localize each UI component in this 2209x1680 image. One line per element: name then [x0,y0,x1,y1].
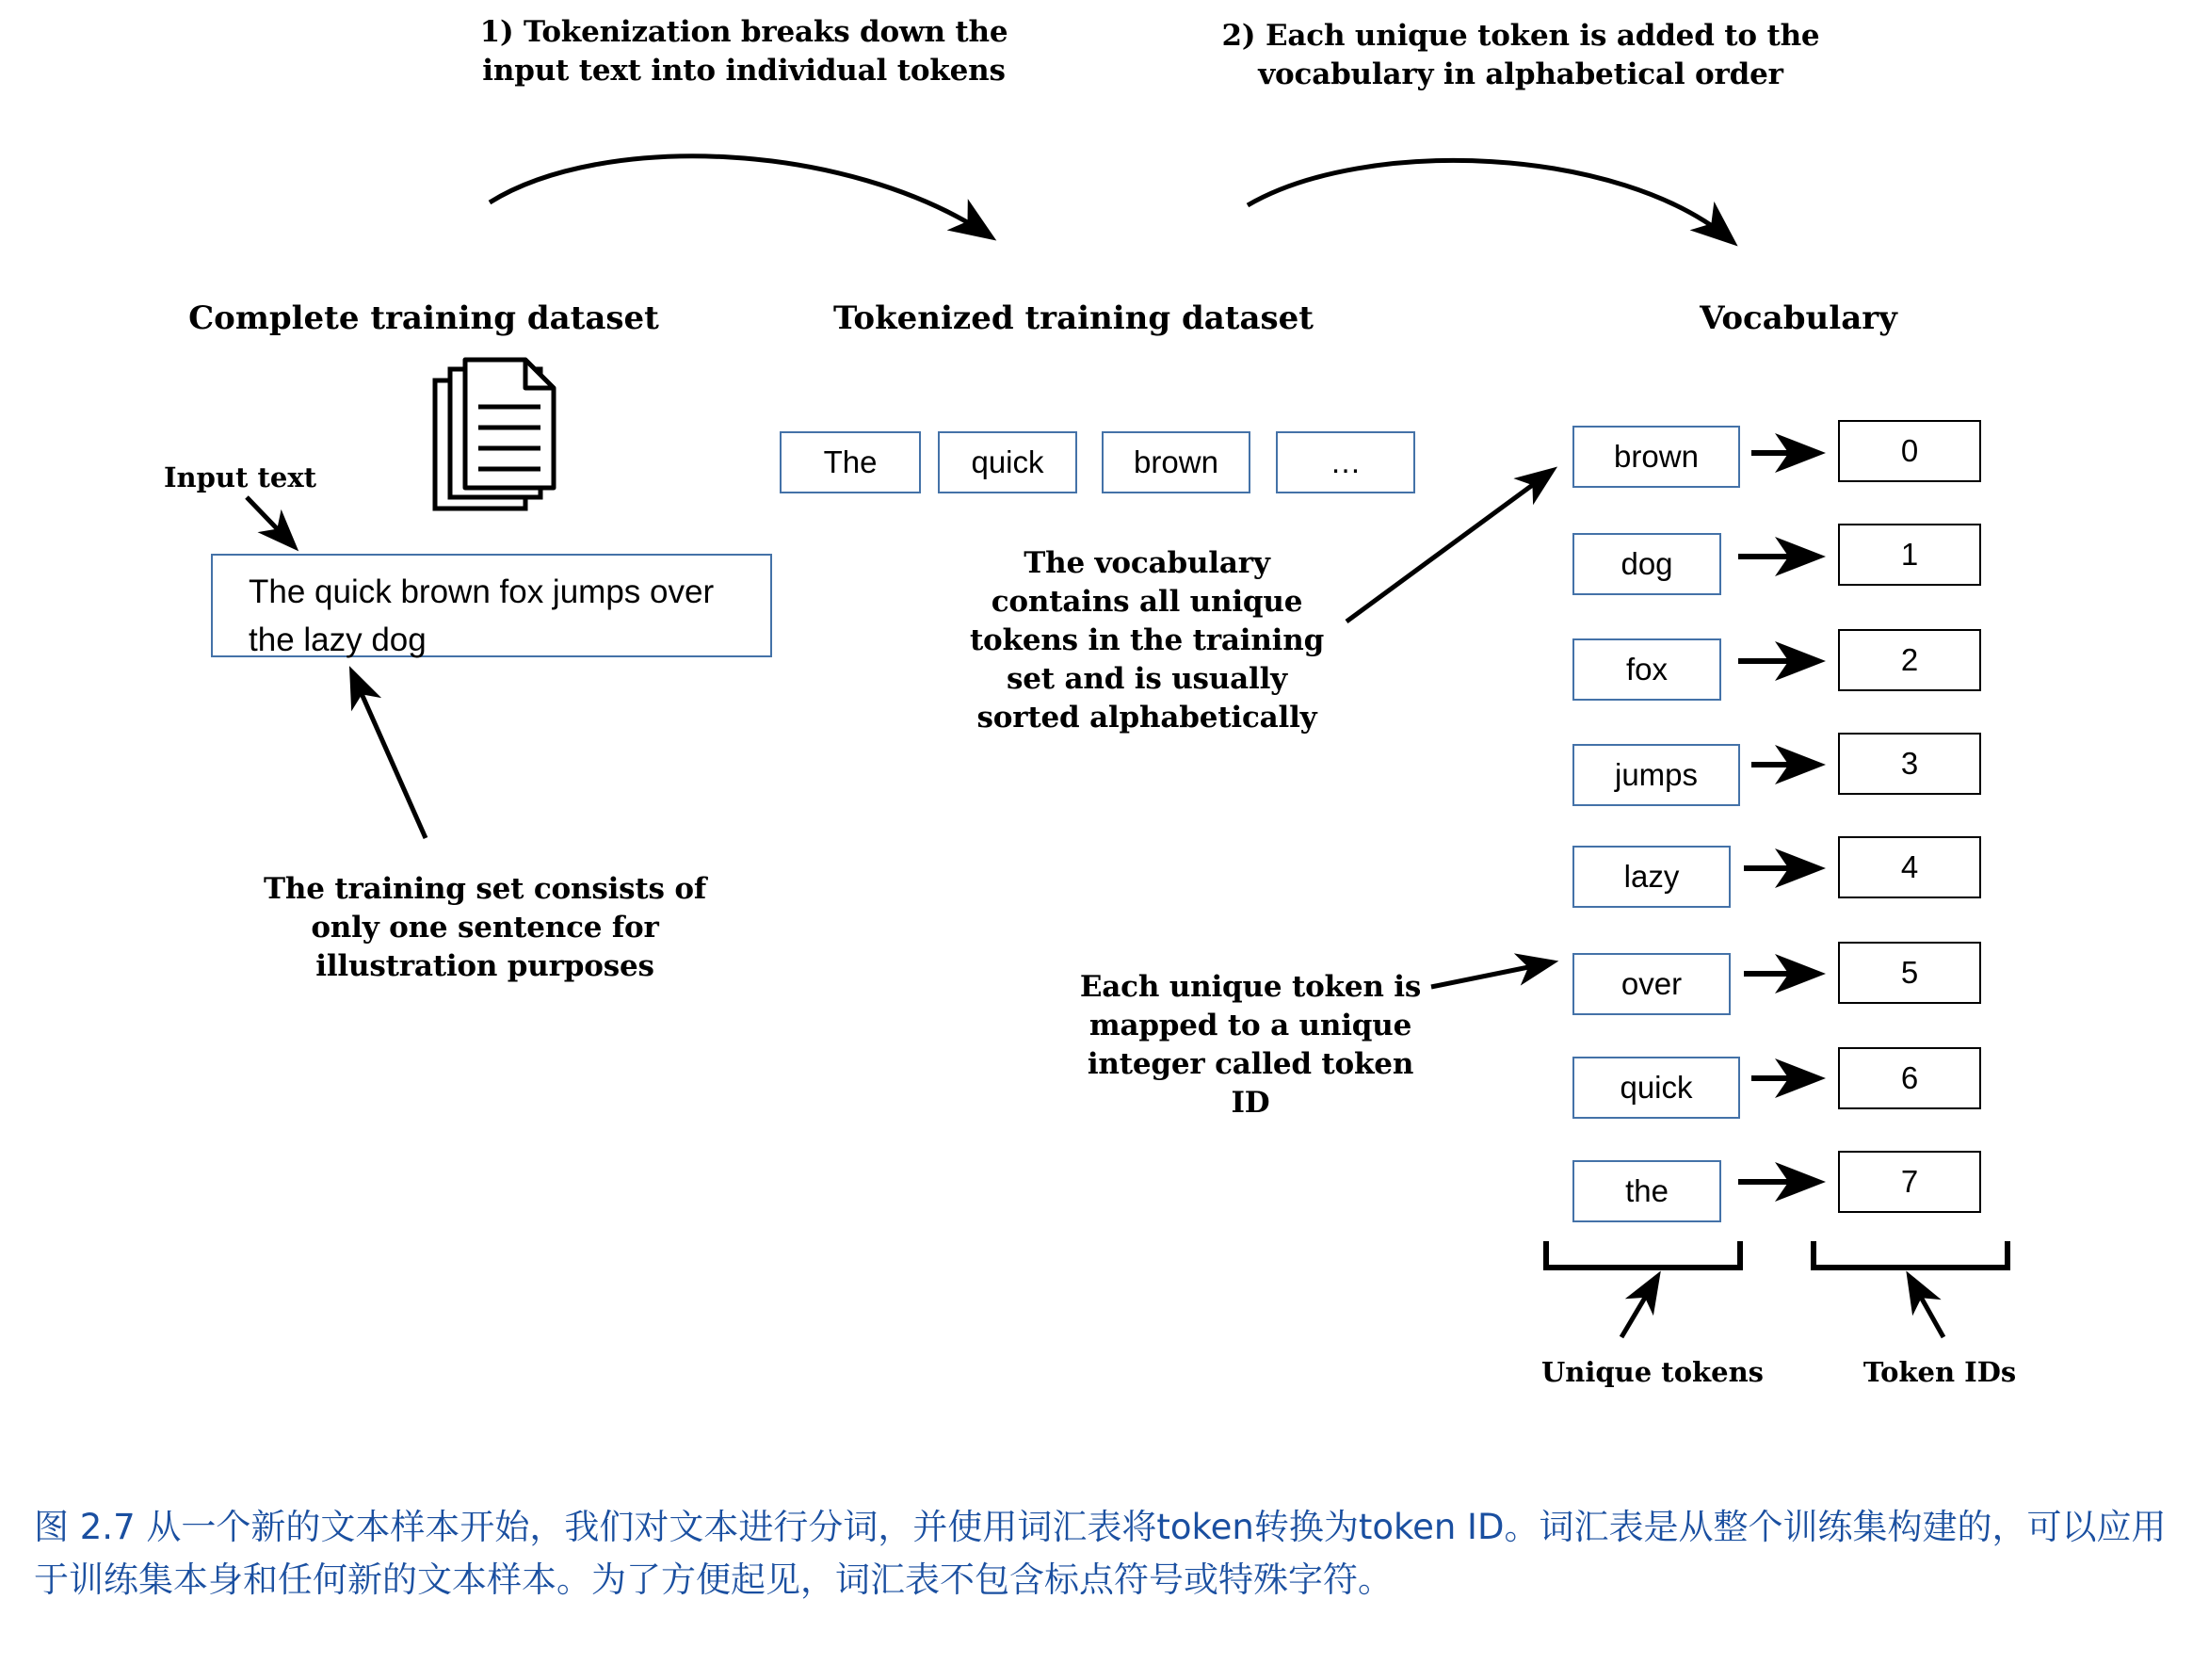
vocab-token-7: the [1572,1160,1721,1222]
token-ids-arrow [1910,1277,1943,1337]
vocab-token-2: fox [1572,638,1721,701]
training-set-note-arrow [352,672,426,838]
bracket-label-token-ids: Token IDs [1862,1356,2017,1388]
step-1-annotation: 1) Tokenization breaks down the input text into individual tokens [479,15,1008,88]
heading-complete-training-dataset: Complete training dataset [188,299,659,337]
token-id-7: 7 [1838,1151,1981,1213]
unique-tokens-arrow [1621,1277,1657,1337]
vocab-token-0: brown [1572,426,1740,488]
bracket-label-unique-tokens: Unique tokens [1541,1356,1764,1388]
token-id-note-arrow [1431,962,1552,987]
token-id-0: 0 [1838,420,1981,482]
token-ids-bracket [1814,1241,2007,1268]
input-text-label: Input text [163,461,317,493]
token-id-2: 2 [1838,629,1981,691]
token-box-2: brown [1102,431,1250,493]
token-id-5: 5 [1838,942,1981,1004]
token-id-note: Each unique token is mapped to a unique integer called token ID [1079,970,1422,1120]
vocab-token-1: dog [1572,533,1721,595]
token-id-1: 1 [1838,524,1981,586]
heading-vocabulary: Vocabulary [1700,299,1897,337]
token-id-6: 6 [1838,1047,1981,1109]
vocabulary-note: The vocabulary contains all unique tokens in the training set and is usually sorted alphabetically [969,546,1325,735]
figure-caption: 图 2.7 从一个新的文本样本开始，我们对文本进行分词，并使用词汇表将token转换为token ID。词汇表是从整个训练集构建的，可以应用于训练集本身和任何新的文本样本。为了方便起见，词汇表不包含标点符号或特殊字符。 [34,1507,2167,1600]
vocabulary-note-arrow [1346,471,1552,622]
token-box-0: The [780,431,921,493]
vocab-token-3: jumps [1572,744,1740,806]
token-box-3: … [1276,431,1415,493]
token-id-3: 3 [1838,733,1981,795]
vocab-token-5: over [1572,953,1731,1015]
step-1-arrow [490,156,989,235]
step-2-annotation: 2) Each unique token is added to the vocabulary in alphabetical order [1221,19,1820,91]
vocab-token-4: lazy [1572,846,1731,908]
token-box-1: quick [938,431,1077,493]
document-icon [435,360,554,509]
token-id-4: 4 [1838,836,1981,898]
step-2-arrow [1248,160,1731,240]
unique-tokens-bracket [1546,1241,1740,1268]
input-text-box: The quick brown fox jumps over the lazy dog [211,554,772,657]
vocab-token-6: quick [1572,1057,1740,1119]
training-set-note: The training set consists of only one sentence for illustration purposes [264,872,706,983]
input-text-arrow [247,497,294,546]
heading-tokenized-training-dataset: Tokenized training dataset [833,299,1314,337]
